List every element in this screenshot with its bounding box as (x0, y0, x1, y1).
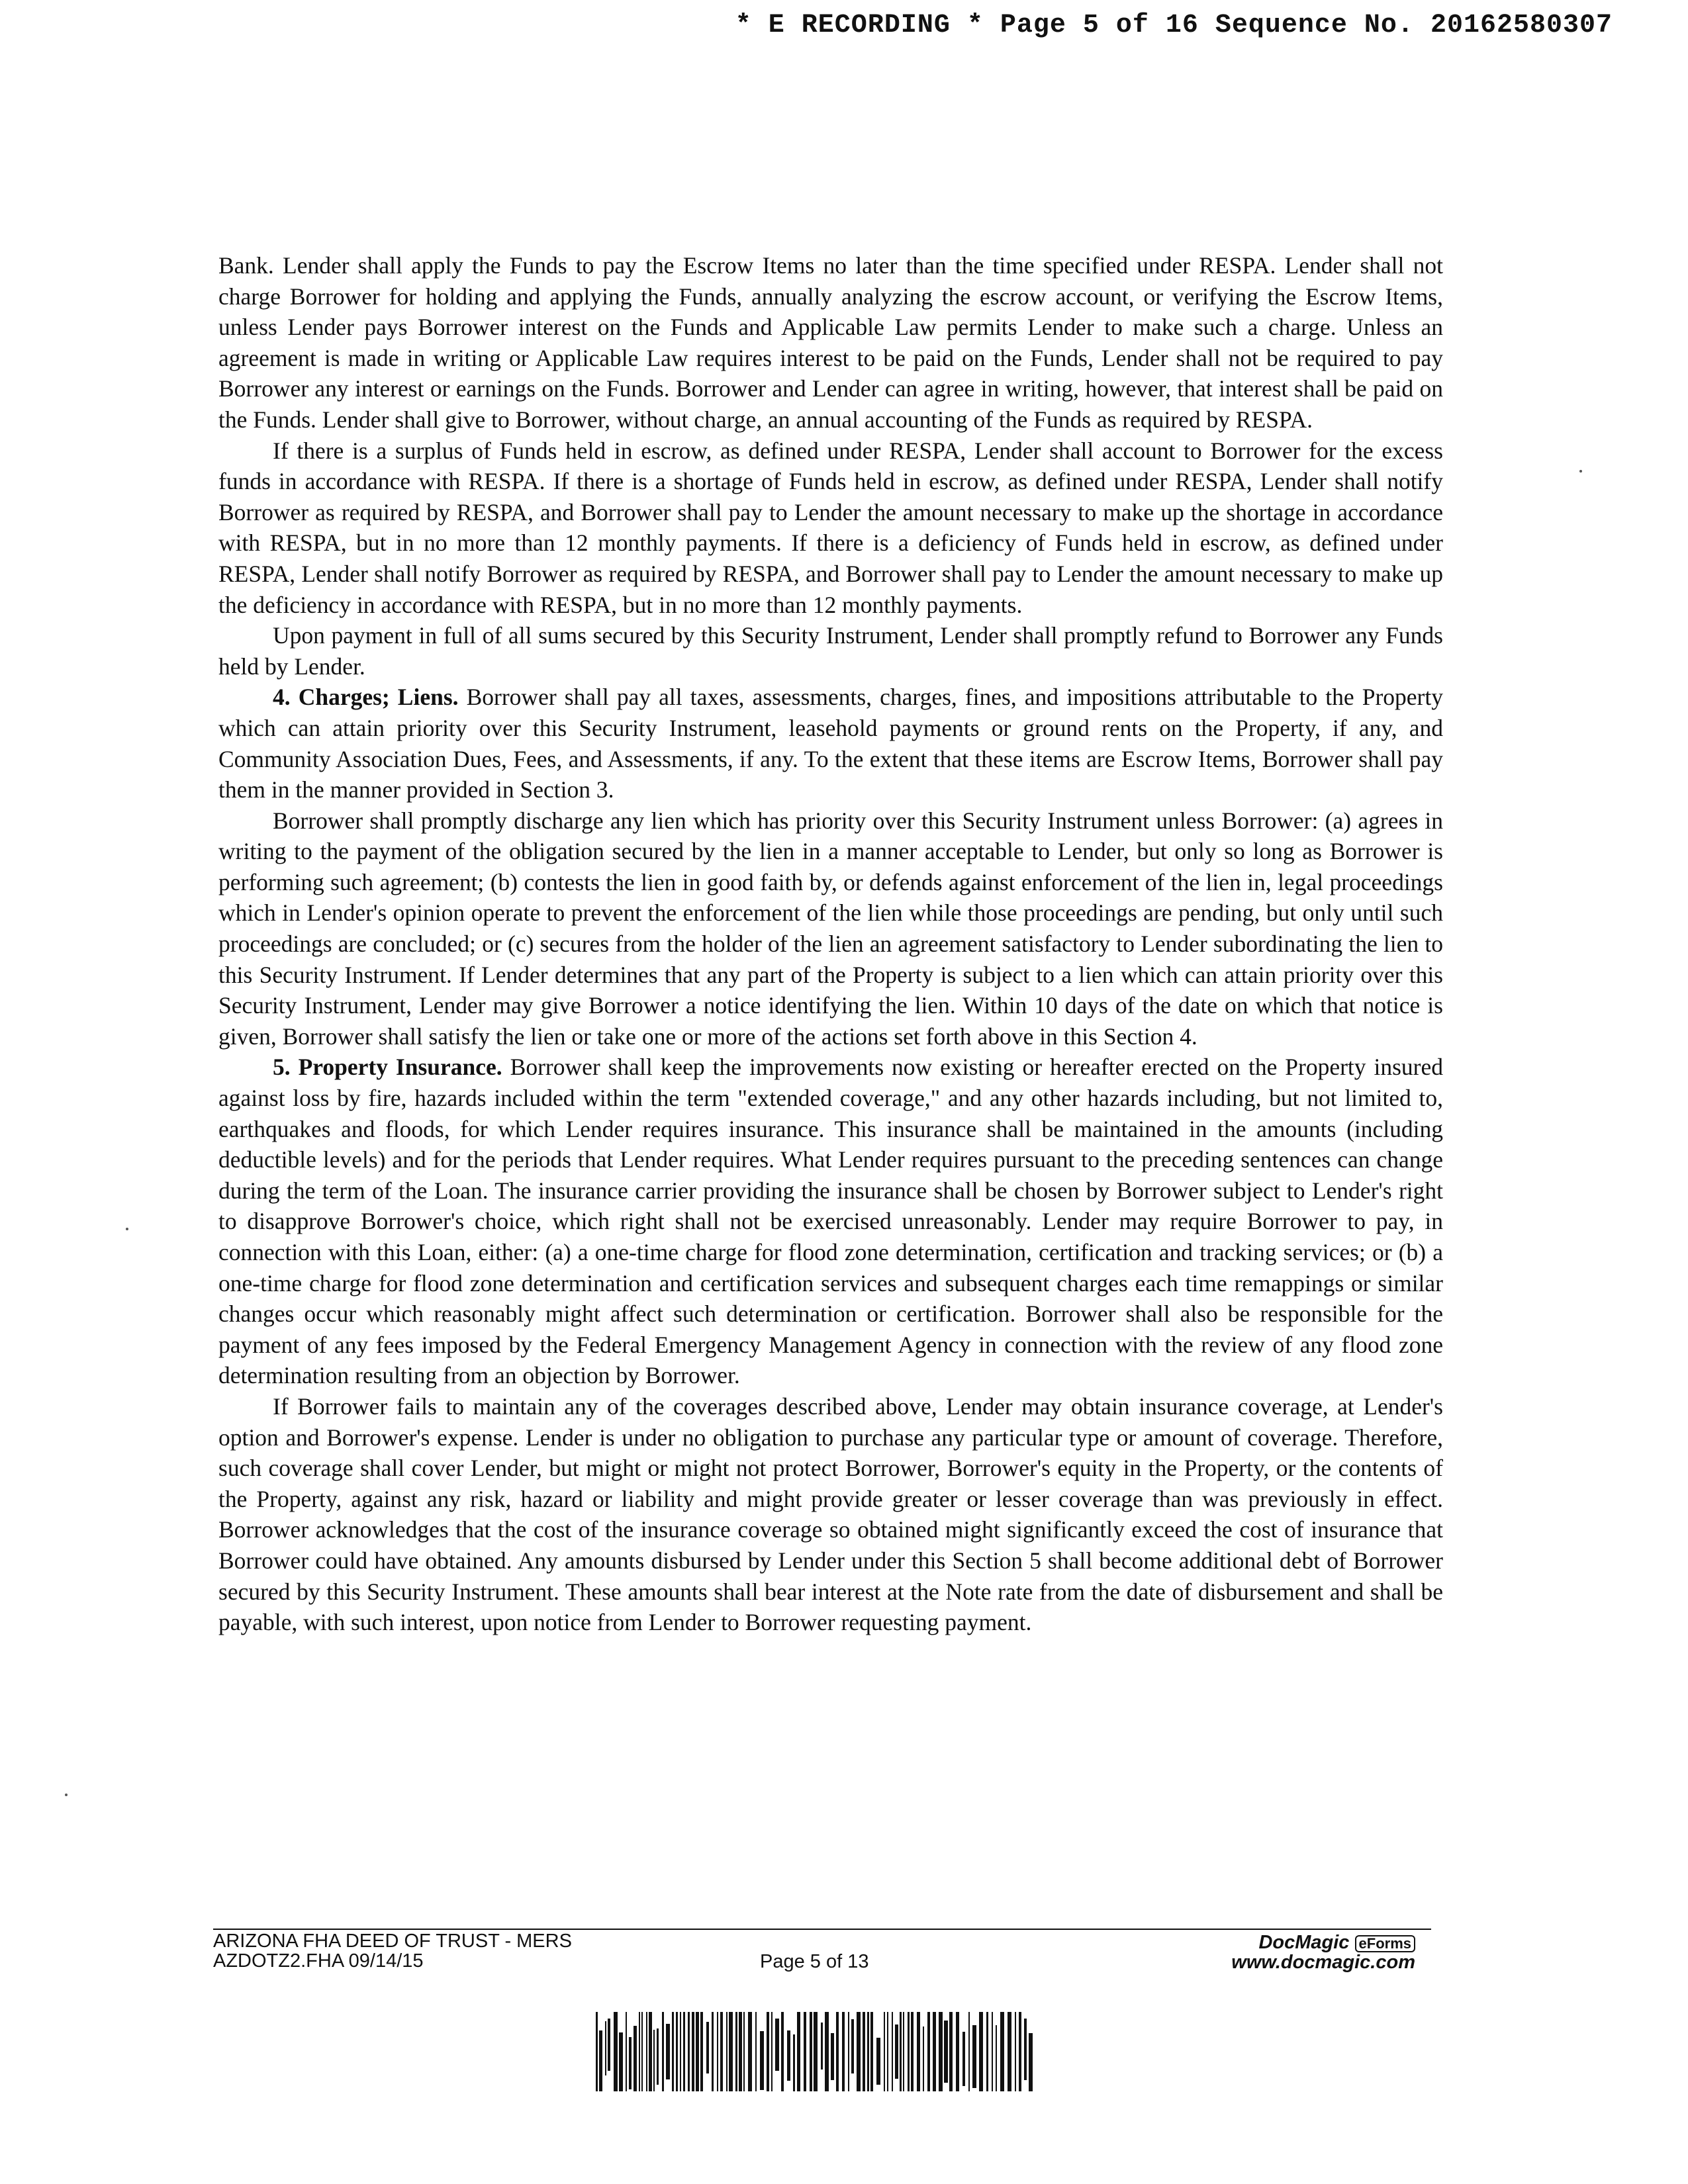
barcode-bar (992, 2012, 993, 2091)
section-5-text: Borrower shall keep the improvements now existing or hereafter erected on the Property insured against loss by fire, hazards included within the term "extended coverage," and any other hazards including, but not limited to, earthquakes and floods, for which Lender requires insurance. This insurance shall be maintained in the amounts (including deductible levels) and for the periods that Lender requires. What Lender requires pursuant to the preceding sentences can change during the term of the Loan. The insurance carrier providing the insurance shall be chosen by Borrower subject to Lender's right to disapprove Borrower's choice, which right shall not be exercised unreasonably. Lender may require Borrower to pay, in connection with this Loan, either: (a) a one-time charge for flood zone determination, certification and tracking services; or (b) a one-time charge for flood zone determination and certification services and subsequent charges each time remappings or similar changes occur which reasonably might affect such determination or certification. Borrower shall also be responsible for the payment of any fees imposed by the Federal Emergency Management Agency in connection with the review of any flood zone determination resulting from an objection by Borrower. (218, 1054, 1444, 1389)
barcode-bar (900, 2012, 902, 2091)
barcode-bar (666, 2024, 670, 2079)
barcode-bar (629, 2037, 632, 2089)
barcode-bar (767, 2012, 769, 2091)
barcode-bar (814, 2012, 818, 2091)
barcode-bar (851, 2019, 854, 2073)
paragraph-insurance-coverage: If Borrower fails to maintain any of the coverages described above, Lender may obtain insurance coverage, at Lender's option and Borrower's expense. Lender is under no obligation to purchase any particular type or amount of coverage. Therefore, such coverage shall cover Lender, but might or might not protect Borrower, Borrower's equity in the Property, or the contents of the Property, against any risk, hazard or liability and might provide greater or lesser coverage than was previously in effect. Borrower acknowledges that the cost of the insurance coverage so obtained might significantly exceed the cost of insurance that Borrower could have obtained. Any amounts disbursed by Lender under this Section 5 shall become additional debt of Borrower secured by this Security Instrument. These amounts shall bear interest at the Note rate from the date of disbursement and shall be payable, with such interest, upon notice from Lender to Borrower requesting payment. (218, 1392, 1443, 1636)
footer-form-title: ARIZONA FHA DEED OF TRUST - MERS (213, 1931, 572, 1952)
barcode-bar (857, 2012, 861, 2091)
paragraph-escrow-application: Bank. Lender shall apply the Funds to pay the Escrow Items no later than the time specified under RESPA. Lender shall not charge Borrower for holding and applying the Funds, annually analyzing the escrow account, or verifying the Escrow Items, unless Lender pays Borrower interest on the Funds and Applicable Law permits Lender to make such a charge. Unless an agreement is made in writing or Applicable Law requires interest to be paid on the Funds, Lender shall not be required to pay Borrower any interest or earnings on the Funds. Borrower and Lender can agree in writing, however, that interest shall be paid on the Funds. Lender shall give to Borrower, without charge, an annual accounting of the Funds as required by RESPA. (218, 252, 1443, 433)
scan-speck (1579, 470, 1582, 473)
barcode-bar (649, 2012, 652, 2091)
barcode-bar (743, 2012, 745, 2091)
section-5-heading: 5. Property Insurance. (273, 1054, 502, 1081)
barcode-bar (986, 2012, 988, 2091)
barcode-bar (908, 2012, 910, 2091)
barcode-bar (876, 2038, 880, 2085)
barcode-bar (1000, 2012, 1004, 2091)
barcode-bar (797, 2012, 800, 2091)
barcode-bar (726, 2012, 727, 2091)
scan-speck (65, 1794, 68, 1796)
barcode-bar (1015, 2012, 1016, 2091)
barcode-bar (639, 2012, 640, 2091)
barcode-bar (748, 2012, 752, 2091)
barcode-bar (619, 2032, 623, 2091)
barcode-bar (927, 2012, 930, 2091)
barcode-bar (735, 2012, 737, 2091)
barcode-bar (996, 2025, 997, 2091)
barcode-bar (956, 2012, 959, 2091)
paragraph-escrow-surplus: If there is a surplus of Funds held in escrow, as defined under RESPA, Lender shall account to Borrower for the excess funds in accordance with RESPA. If there is a shortage of Funds held in escrow, as defined under RESPA, Lender shall notify Borrower as required by RESPA, and Borrower shall pay to Lender the amount necessary to make up the shortage in accordance with RESPA, but in no more than 12 monthly payments. If there is a deficiency of Funds held in escrow, as defined under RESPA, Lender shall notify Borrower as required by RESPA, and Borrower shall pay to Lender the amount necessary to make up the deficiency in accordance with RESPA, but in no more than 12 monthly payments. (218, 437, 1443, 618)
footer-vendor (1231, 1933, 1415, 1972)
barcode-bar (712, 2012, 714, 2091)
barcode-bar (657, 2028, 659, 2085)
barcode-bar (848, 2012, 849, 2091)
barcode-bar (870, 2012, 873, 2091)
barcode-bar (771, 2012, 773, 2091)
barcode-bar (831, 2033, 834, 2080)
barcode-bar (825, 2012, 829, 2091)
barcode-bar (787, 2030, 790, 2081)
barcode-bar (662, 2012, 664, 2091)
barcode-bar (1029, 2033, 1033, 2091)
barcode-bar (887, 2012, 888, 2091)
footer-page-number: Page 5 of 13 (760, 1951, 869, 1972)
barcode-bar (939, 2012, 943, 2091)
barcode-bar (972, 2025, 976, 2088)
barcode-bar (700, 2012, 703, 2091)
barcode-bar (979, 2012, 983, 2091)
barcode-bar (884, 2012, 885, 2091)
barcode-bar (676, 2012, 678, 2091)
barcode-bar (608, 2019, 610, 2071)
barcode-bar (949, 2012, 953, 2091)
barcode-bar (911, 2012, 914, 2091)
barcode-bar (646, 2012, 647, 2091)
barcode-bar (717, 2012, 718, 2091)
section-5-property-insurance (218, 1052, 1443, 1391)
footer-divider (213, 1929, 1431, 1930)
barcode-bar (599, 2030, 602, 2091)
barcode-bar (810, 2012, 812, 2091)
barcode-bar (653, 2030, 655, 2091)
barcode-bar (895, 2025, 898, 2079)
barcode-bar (842, 2012, 845, 2091)
barcode-bar (944, 2021, 948, 2083)
barcode-bar (804, 2012, 806, 2091)
paragraph-refund: Upon payment in full of all sums secured by this Security Instrument, Lender shall promptly refund to Borrower any Funds held by Lender. (218, 622, 1443, 680)
barcode-bar (775, 2019, 779, 2071)
barcode-bar (596, 2012, 598, 2091)
barcode-bar (729, 2012, 733, 2091)
barcode-bar (933, 2012, 936, 2091)
eforms-logo: eForms (1355, 1935, 1415, 1952)
barcode-bar (863, 2012, 865, 2091)
vendor-website: www.docmagic.com (1231, 1952, 1415, 1973)
document-body (218, 250, 1443, 1638)
vendor-name: DocMagic (1258, 1932, 1350, 1953)
barcode-bar (962, 2032, 965, 2086)
barcode-bar (706, 2022, 709, 2073)
barcode-bar (793, 2034, 795, 2091)
paragraph-lien-discharge: Borrower shall promptly discharge any lien which has priority over this Security Instrument unless Borrower: (a) agrees in writing to the payment of the obligation secured by the lien in a manner acceptable to Lender, but only so long as Borrower is performing such agreement; (b) contests the lien in good faith by, or defends against enforcement of the lien in, legal proceedings which in Lender's opinion operate to prevent the enforcement of the lien while those proceedings are pending, but only until such proceedings are concluded; or (c) secures from the holder of the lien an agreement satisfactory to Lender subordinating the lien to this Security Instrument. If Lender determines that any part of the Property is subject to a lien which can attain priority over this Security Instrument, Lender may give Borrower a notice identifying the lien. Within 10 days of the date on which that notice is given, Borrower shall satisfy the lien or take one or more of the actions set forth above in this Section 4. (218, 807, 1443, 1050)
barcode-bar (1008, 2012, 1011, 2091)
barcode-bar (720, 2012, 723, 2091)
barcode-image (596, 2012, 1033, 2091)
barcode-bar (688, 2012, 690, 2091)
barcode-bar (696, 2012, 699, 2091)
footer-form-code: AZDOTZ2.FHA 09/14/15 (213, 1950, 424, 1972)
footer-form-info (213, 1931, 572, 1971)
barcode-bar (781, 2012, 784, 2091)
barcode-bar (739, 2012, 742, 2091)
section-4-text: Borrower shall pay all taxes, assessments, charges, fines, and impositions attributable to the Property which can attain priority over this Security Instrument, leasehold payments or ground rents on the Property, if any, and Community Association Dues, Fees, and Assessments, if any. To the extent that these items are Escrow Items, Borrower shall pay them in the manner provided in Section 3. (218, 684, 1443, 803)
barcode-bar (680, 2012, 681, 2091)
section-4-heading: 4. Charges; Liens. (273, 684, 459, 711)
barcode-bar (692, 2012, 694, 2091)
barcode-bar (641, 2012, 643, 2091)
barcode-bar (614, 2012, 618, 2091)
barcode-bar (755, 2012, 757, 2091)
barcode-bar (633, 2026, 637, 2091)
barcode-bar (821, 2023, 823, 2070)
barcode-bar (626, 2012, 627, 2091)
barcode-bar (1024, 2019, 1027, 2080)
barcode-bar (923, 2026, 924, 2091)
barcode-bar (836, 2012, 839, 2091)
recording-header: * E RECORDING * Page 5 of 16 Sequence No. 20162580307 (735, 11, 1613, 40)
section-4-charges-liens (218, 682, 1443, 805)
barcode-bar (903, 2012, 904, 2091)
barcode-bar (760, 2031, 764, 2090)
barcode-bar (917, 2012, 920, 2091)
barcode-bar (683, 2012, 685, 2091)
barcode-bar (968, 2012, 970, 2091)
barcode-bar (1019, 2012, 1021, 2091)
scan-speck (126, 1228, 128, 1230)
barcode-bar (672, 2012, 674, 2091)
barcode-bar (605, 2021, 606, 2075)
barcode-bar (892, 2012, 893, 2091)
barcode-bar (867, 2012, 869, 2091)
